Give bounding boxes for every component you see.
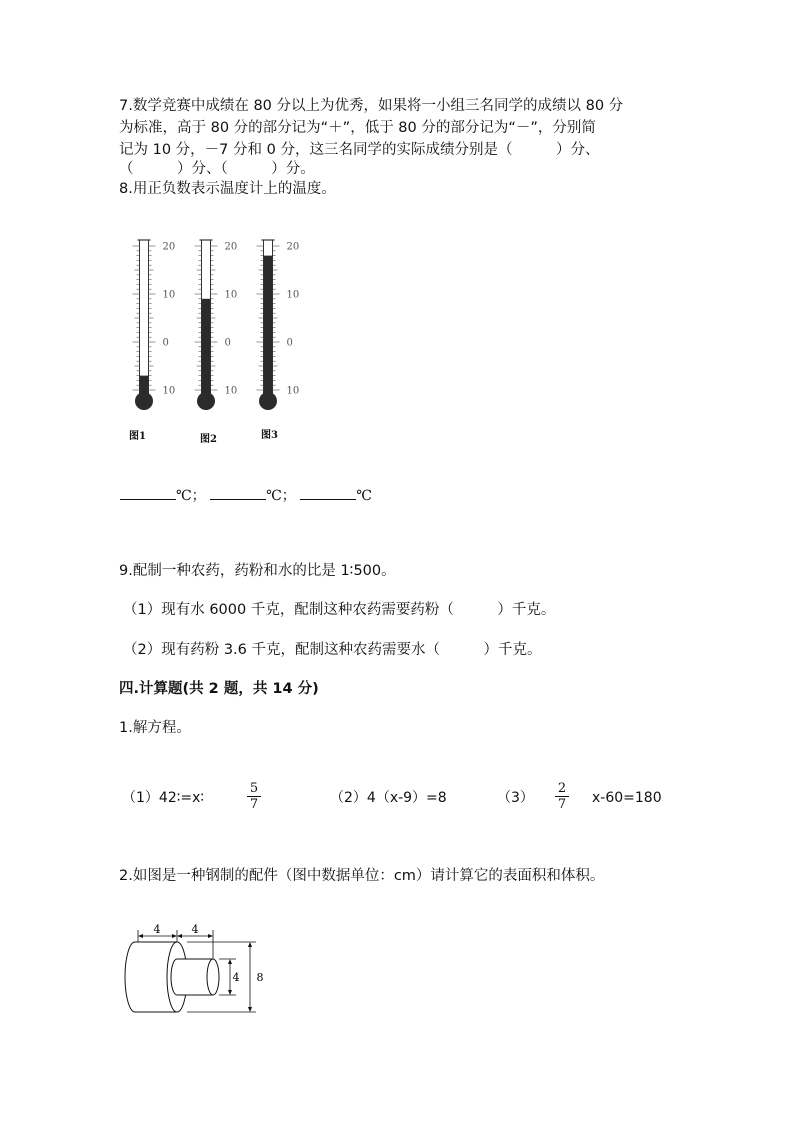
scale-label: 0 <box>224 337 231 349</box>
fraction-denominator: 7 <box>555 796 569 812</box>
dim-small-diameter: 4 <box>232 971 240 984</box>
q9-part2: （2）现有药粉 3.6 千克，配制这种农药需要水（ ）千克。 <box>123 642 542 658</box>
thermometer-caption-1: 图1 <box>129 431 146 442</box>
q9-part1: （1）现有水 6000 千克，配制这种农药需要药粉（ ）千克。 <box>123 602 556 618</box>
answer-blank-1[interactable] <box>120 485 176 500</box>
answer-blank-3[interactable] <box>300 485 356 500</box>
dim-large-diameter: 8 <box>256 971 264 984</box>
calc1-title: 1.解方程。 <box>119 720 191 736</box>
thermometer-figure <box>120 230 330 415</box>
thermometer-caption-3: 图3 <box>261 430 278 441</box>
scale-label: 20 <box>286 241 300 253</box>
answer-blank-2[interactable] <box>210 485 266 500</box>
thermometer-caption-2: 图2 <box>200 434 217 445</box>
equation-3-right: x-60=180 <box>592 790 662 806</box>
scale-label: 10 <box>224 289 238 301</box>
large-cylinder-left-end <box>125 942 135 1012</box>
calc2-title: 2.如图是一种钢制的配件（图中数据单位：cm）请计算它的表面积和体积。 <box>119 868 605 884</box>
scale-label: 10 <box>224 385 238 397</box>
mercury-column <box>264 256 273 400</box>
unit-celsius: ℃ <box>266 488 282 504</box>
dim-large-length: 4 <box>153 923 161 936</box>
q7-line1: 7.数学竞赛中成绩在 80 分以上为优秀，如果将一小组三名同学的成绩以 80 分 <box>119 98 624 114</box>
q7-line4: （ ）分、（ ）分。 <box>119 161 315 177</box>
equation-1-left: （1）42∶=x∶ <box>122 790 205 806</box>
steel-part-figure <box>118 918 278 1023</box>
equation-1-fraction <box>247 781 261 812</box>
q9-title: 9.配制一种农药，药粉和水的比是 1∶500。 <box>119 563 396 579</box>
thermometer-bulb <box>197 392 215 410</box>
scale-label: 0 <box>286 337 293 349</box>
scale-label: 10 <box>162 289 176 301</box>
scale-label: 20 <box>224 241 238 253</box>
equation-2: （2）4（x-9）=8 <box>330 790 447 806</box>
unit-celsius: ℃ <box>356 488 372 504</box>
unit-celsius: ℃ <box>176 488 192 504</box>
fraction-numerator: 5 <box>249 781 259 796</box>
separator: ； <box>191 488 206 504</box>
separator: ； <box>281 488 296 504</box>
thermometer-bulb <box>135 392 153 410</box>
scale-label: 0 <box>162 337 169 349</box>
q7-line3: 记为 10 分，－7 分和 0 分，这三名同学的实际成绩分别是（ ）分、 <box>119 142 600 158</box>
fraction-numerator: 2 <box>557 781 567 796</box>
q8-answer-row <box>120 485 372 506</box>
small-cylinder-face <box>207 959 219 995</box>
fraction-denominator: 7 <box>247 796 261 812</box>
scale-label: 10 <box>286 289 300 301</box>
q7-line2: 为标准，高于 80 分的部分记为“＋”，低于 80 分的部分记为“－”，分别简 <box>119 120 596 136</box>
mercury-column <box>202 299 211 400</box>
scale-label: 10 <box>286 385 300 397</box>
thermometer-bulb <box>259 392 277 410</box>
scale-label: 20 <box>162 241 176 253</box>
section4-heading: 四.计算题(共 2 题，共 14 分) <box>119 681 319 697</box>
scale-label: 10 <box>162 385 176 397</box>
equation-3-fraction <box>555 781 569 812</box>
q8-title: 8.用正负数表示温度计上的温度。 <box>119 181 336 197</box>
dim-small-length: 4 <box>191 923 199 936</box>
equation-3-left: （3） <box>497 790 534 806</box>
